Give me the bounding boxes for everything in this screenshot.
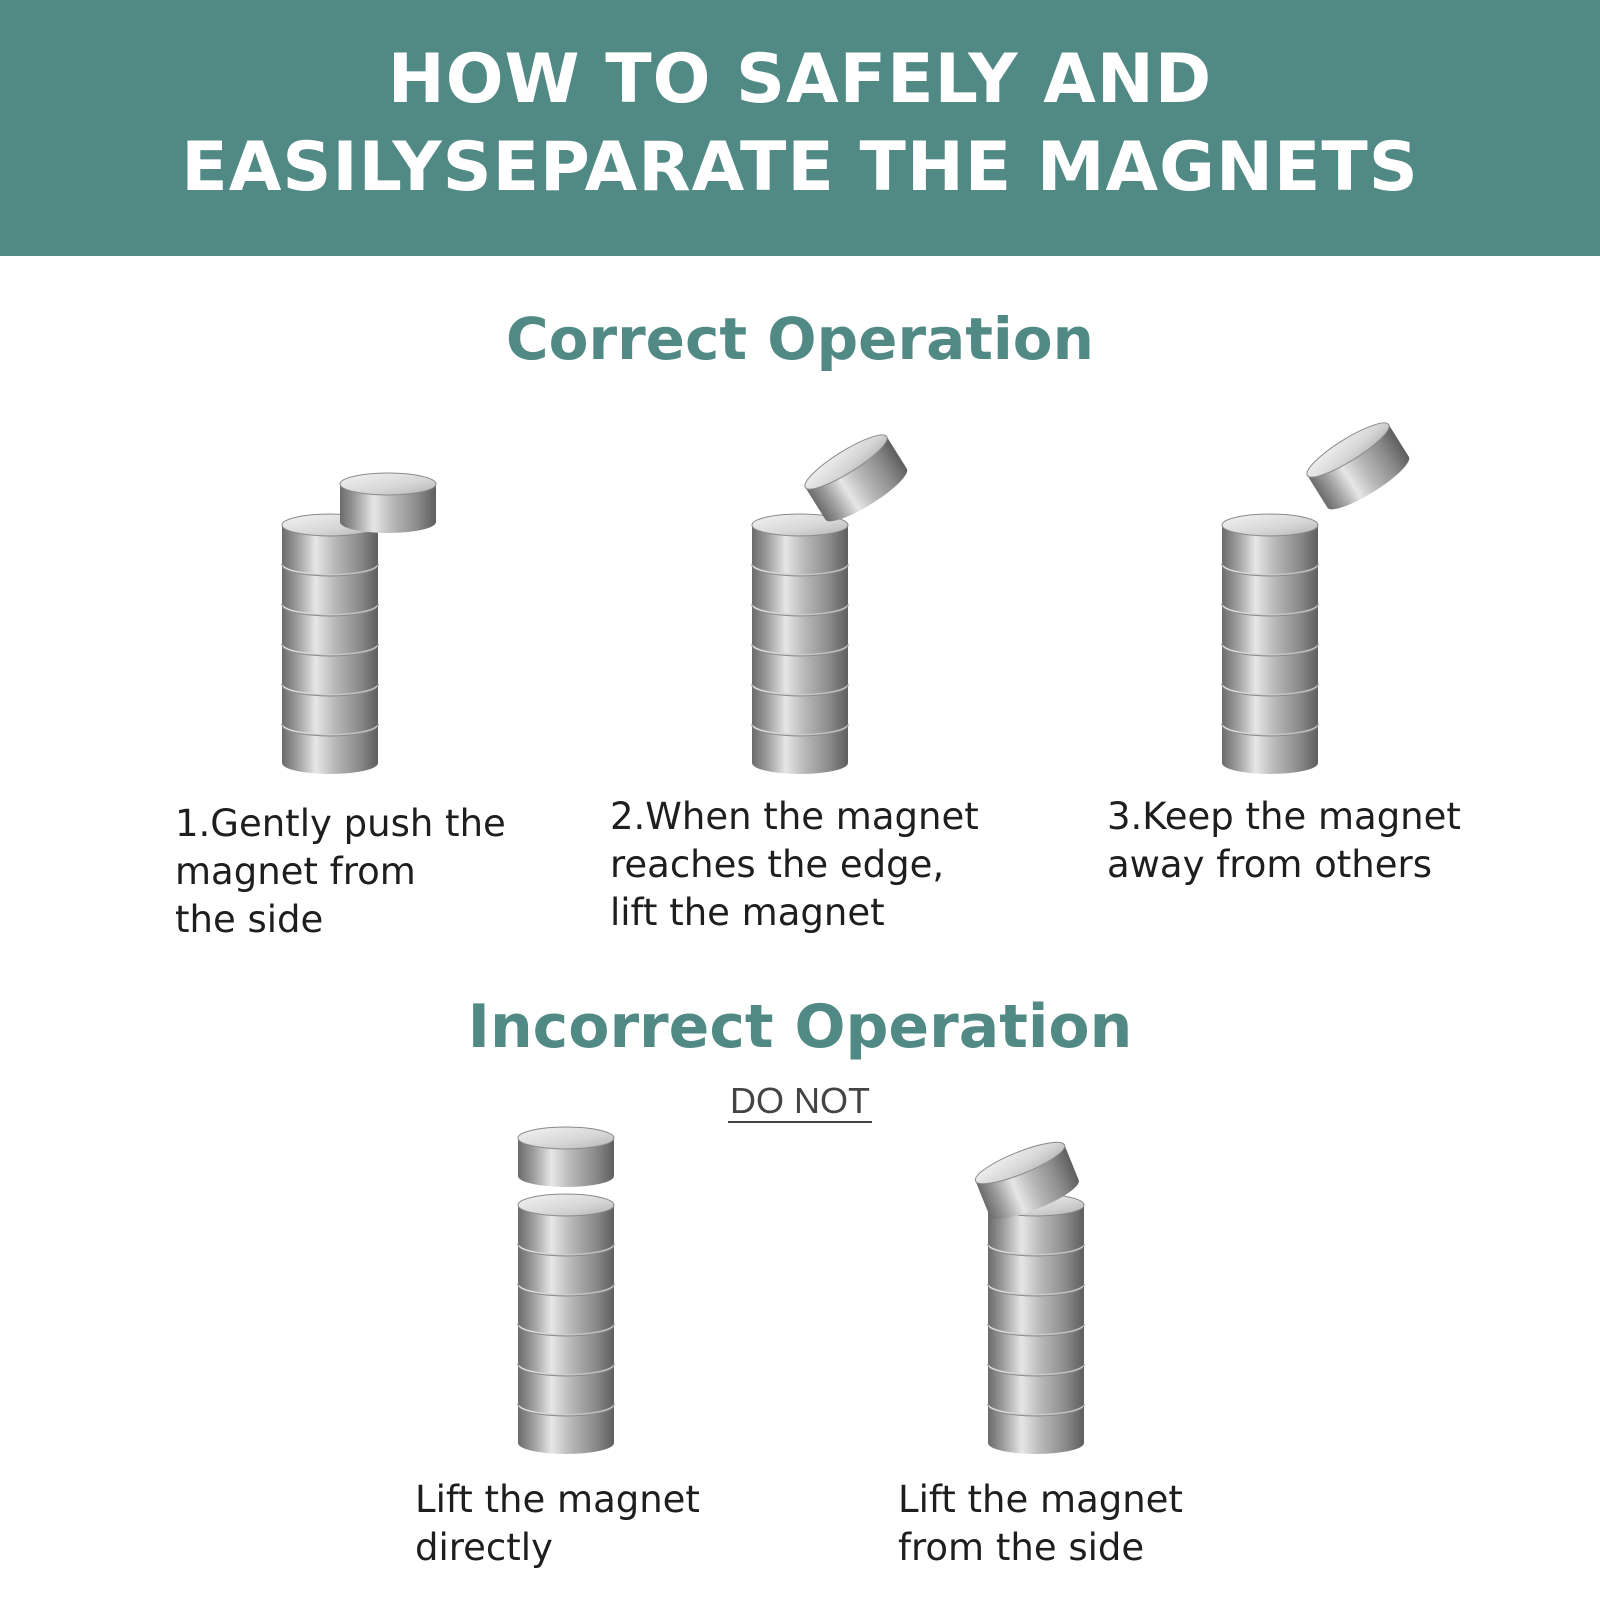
incorrect-operation-heading: Incorrect Operation — [467, 992, 1133, 1062]
title-line-1: HOW TO SAFELY AND — [387, 40, 1213, 119]
do-not-label: DO NOT — [730, 1080, 870, 1121]
step-2-caption: 2.When the magnet reaches the edge, lift the magnet — [610, 795, 979, 934]
stack-step-2 — [752, 427, 913, 774]
stack-incorrect-1 — [518, 1127, 614, 1454]
incorrect-2-caption: Lift the magnet from the side — [898, 1478, 1183, 1569]
step-3-caption: 3.Keep the magnet away from others — [1107, 795, 1461, 886]
stack-step-3 — [1222, 415, 1415, 774]
step-1-caption: 1.Gently push the magnet from the side — [175, 802, 506, 941]
correct-operation-heading: Correct Operation — [506, 305, 1094, 373]
stack-incorrect-2 — [971, 1135, 1084, 1454]
stack-step-1 — [282, 473, 436, 774]
title-line-2: EASILYSEPARATE THE MAGNETS — [181, 128, 1419, 207]
incorrect-1-caption: Lift the magnet directly — [415, 1478, 700, 1569]
